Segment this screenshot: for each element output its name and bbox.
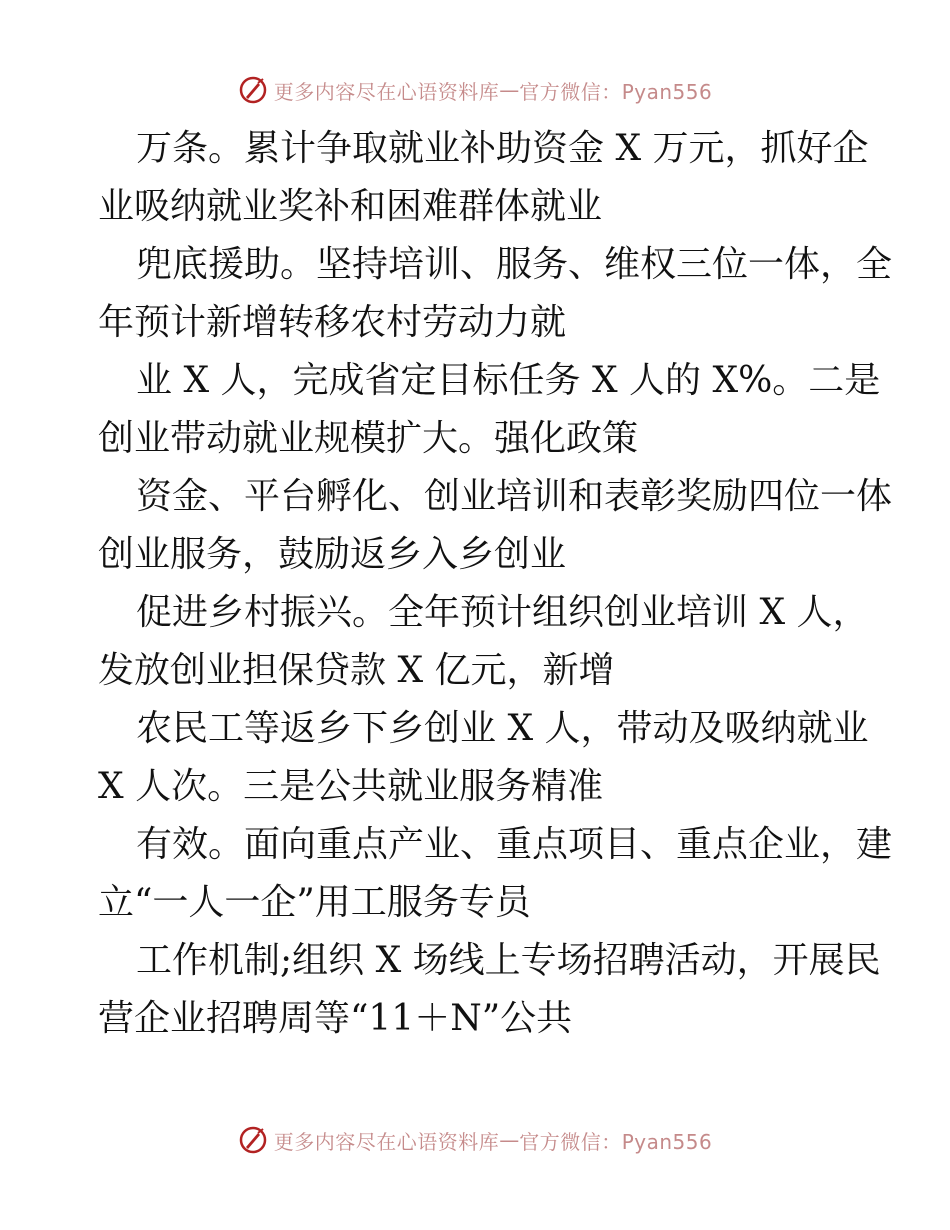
footer-watermark	[0, 1120, 950, 1160]
watermark-wechat-text: 官方微信：Pyan556	[519, 1129, 713, 1154]
text-line: 创业带动就业规模扩大。强化政策	[98, 418, 639, 459]
text-line: 万条。累计争取就业补助资金 X 万元，抓好企	[136, 128, 869, 169]
watermark-dash: —	[499, 78, 520, 102]
watermark-wechat-text: 官方微信：Pyan556	[519, 79, 713, 104]
paragraph	[98, 120, 893, 1048]
quill-pen-logo-icon	[238, 75, 268, 105]
text-line: 业 X 人，完成省定目标任务 X 人的 X%。二是	[136, 360, 881, 401]
text-line: 农民工等返乡下乡创业 X 人，带动及吸纳就业	[136, 708, 869, 749]
text-line: 年预计新增转移农村劳动力就	[98, 302, 567, 343]
text-line: 有效。面向重点产业、重点项目、重点企业，建	[136, 824, 893, 865]
watermark-main-text: 更多内容尽在心语资料库	[273, 1129, 500, 1154]
text-line: 业吸纳就业奖补和困难群体就业	[98, 186, 603, 227]
document-body	[98, 120, 893, 1048]
text-line: 工作机制;组织 X 场线上专场招聘活动，开展民	[136, 940, 881, 981]
text-line: X 人次。三是公共就业服务精准	[98, 766, 604, 807]
text-line: 营企业招聘周等“11＋N”公共	[98, 998, 573, 1039]
watermark-dash: —	[499, 1128, 520, 1152]
text-line: 立“一人一企”用工服务专员	[98, 882, 531, 923]
watermark-main-text: 更多内容尽在心语资料库	[273, 79, 500, 104]
text-line: 创业服务，鼓励返乡入乡创业	[98, 534, 567, 575]
text-line: 促进乡村振兴。全年预计组织创业培训 X 人，	[136, 592, 869, 633]
text-line: 发放创业担保贷款 X 亿元，新增	[98, 650, 615, 691]
quill-pen-logo-icon	[238, 1125, 268, 1155]
text-line: 兜底援助。坚持培训、服务、维权三位一体，全	[136, 244, 893, 285]
text-line: 资金、平台孵化、创业培训和表彰奖励四位一体	[136, 476, 893, 517]
header-watermark	[0, 70, 950, 110]
